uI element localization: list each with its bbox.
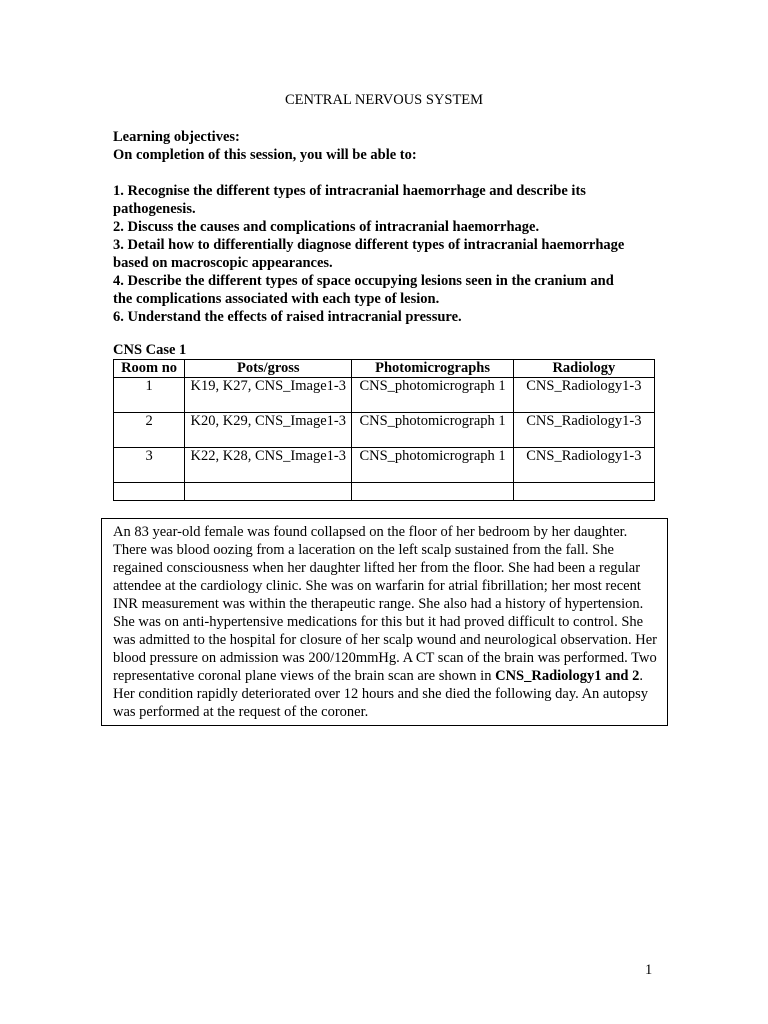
cell-room: 3 (114, 448, 185, 483)
cell-room: 2 (114, 413, 185, 448)
cell-photomicrograph: CNS_photomicrograph 1 (352, 448, 513, 483)
case-label: CNS Case 1 (113, 342, 187, 358)
cell-pots: K19, K27, CNS_Image1-3 (185, 378, 352, 413)
case-text-bold: CNS_Radiology1 and 2 (495, 668, 640, 684)
header-radiology: Radiology (513, 360, 654, 378)
objective-line: the complications associated with each type of lesion. (113, 291, 440, 307)
table-header-row (114, 360, 655, 378)
page-title: CENTRAL NERVOUS SYSTEM (284, 92, 484, 108)
objectives-heading: Learning objectives: (113, 129, 240, 145)
objective-line: 1. Recognise the different types of intracranial haemorrhage and describe its (113, 183, 586, 199)
cell-photomicrograph (352, 483, 513, 501)
table-row (114, 448, 655, 483)
objective-line: pathogenesis. (113, 201, 196, 217)
resources-table (113, 359, 655, 501)
cell-pots: K22, K28, CNS_Image1-3 (185, 448, 352, 483)
table-row (114, 378, 655, 413)
objective-line: 4. Describe the different types of space occupying lesions seen in the cranium and (113, 273, 614, 289)
case-text-part2: . Her condition rapidly deteriorated over 12 hours and she died the following day. An autopsy was performed at the request of the coroner. (113, 668, 649, 720)
cell-photomicrograph: CNS_photomicrograph 1 (352, 413, 513, 448)
cell-pots: K20, K29, CNS_Image1-3 (185, 413, 352, 448)
case-text-part1: An 83 year-old female was found collapsed on the floor of her bedroom by her daughter. There was blood oozing from a laceration on the left scalp sustained from the fall. She regained consciousness when her daughter lifted her from the floor. She had been a regular attendee at the cardiology clinic. She was on warfarin for atrial fibrillation; her most recent INR measurement was within the therapeutic range. She also had a history of hypertension. She was on anti-hypertensive medications for this but it had proved difficult to control. She was admitted to the hospital for closure of her scalp wound and neurological observation. Her blood pressure on admission was 200/120mmHg. A CT scan of the brain was performed. Two representative coronal plane views of the brain scan are shown in (113, 524, 657, 684)
cell-room: 1 (114, 378, 185, 413)
table-row-empty (114, 483, 655, 501)
objective-line: based on macroscopic appearances. (113, 255, 333, 271)
cell-radiology: CNS_Radiology1-3 (513, 378, 654, 413)
page-number: 1 (645, 962, 653, 978)
cell-photomicrograph: CNS_photomicrograph 1 (352, 378, 513, 413)
cell-room (114, 483, 185, 501)
cell-pots (185, 483, 352, 501)
objective-line: 2. Discuss the causes and complications of intracranial haemorrhage. (113, 219, 540, 235)
case-description-text (113, 523, 661, 721)
header-room: Room no (114, 360, 185, 378)
objective-line: 3. Detail how to differentially diagnose different types of intracranial haemorrhage (113, 237, 625, 253)
header-photomicrographs: Photomicrographs (352, 360, 513, 378)
cell-radiology: CNS_Radiology1-3 (513, 448, 654, 483)
cell-radiology (513, 483, 654, 501)
objectives-intro: On completion of this session, you will be able to: (113, 147, 417, 163)
objective-line: 6. Understand the effects of raised intracranial pressure. (113, 309, 462, 325)
header-pots: Pots/gross (185, 360, 352, 378)
cell-radiology: CNS_Radiology1-3 (513, 413, 654, 448)
learning-objectives (113, 128, 653, 326)
table-row (114, 413, 655, 448)
